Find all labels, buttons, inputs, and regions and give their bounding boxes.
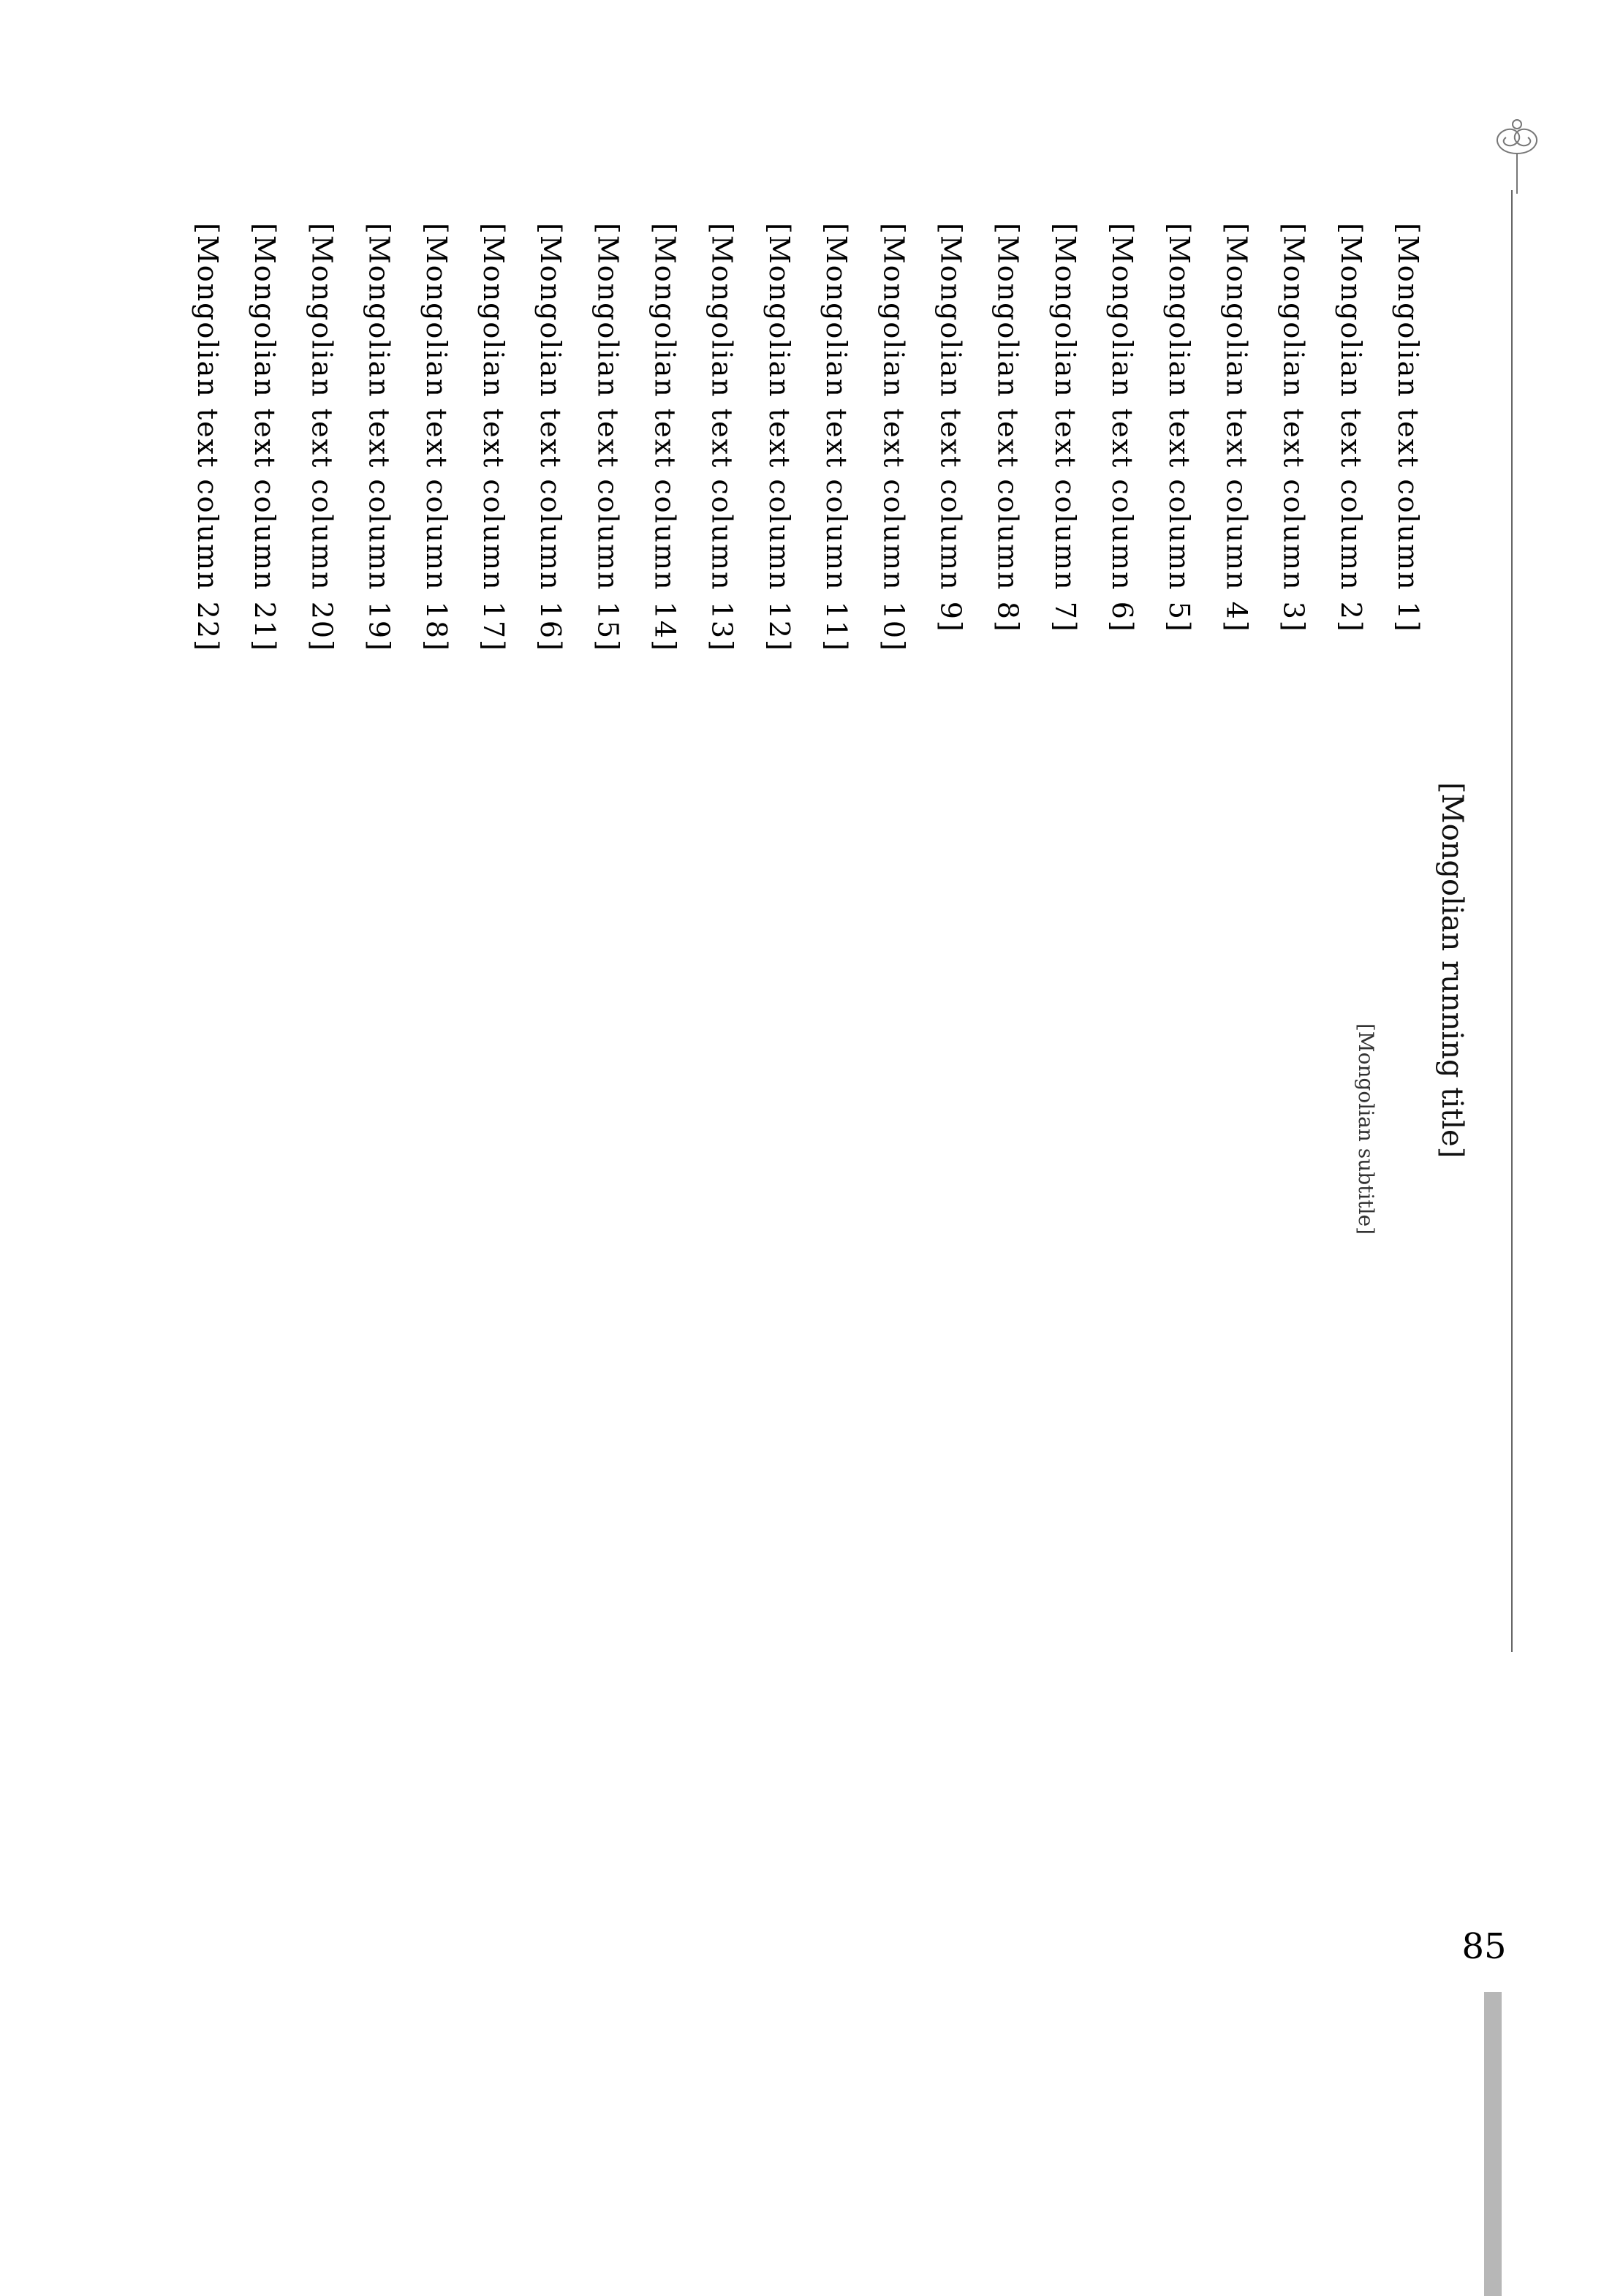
text-column (1101, 223, 1143, 2010)
column-text: [Mongolian text column 15] (591, 223, 624, 652)
column-text: [Mongolian text column 1] (1391, 223, 1424, 633)
text-column (1158, 223, 1200, 2010)
column-text: [Mongolian text column 20] (306, 223, 338, 652)
text-column (929, 223, 972, 2010)
column-text: [Mongolian text column 4] (1220, 223, 1253, 633)
text-column (1330, 223, 1372, 2010)
text-column (758, 223, 801, 2010)
column-text: [Mongolian text column 12] (763, 223, 795, 652)
column-text: [Mongolian text column 18] (420, 223, 453, 652)
text-column (1215, 223, 1257, 2010)
text-column (1387, 223, 1429, 2010)
flourish-ornament-icon (1477, 110, 1557, 197)
text-column (815, 223, 858, 2010)
column-text: [Mongolian text column 21] (249, 223, 281, 652)
text-column (415, 223, 458, 2010)
column-text: [Mongolian text column 10] (877, 223, 910, 652)
column-text: [Mongolian text column 5] (1163, 223, 1196, 633)
text-column (644, 223, 686, 2010)
text-column (872, 223, 915, 2010)
text-column (1273, 223, 1315, 2010)
column-text: [Mongolian text column 22] (192, 223, 224, 652)
column-text: [Mongolian text column 17] (477, 223, 510, 652)
text-column (529, 223, 572, 2010)
column-text: [Mongolian text column 19] (363, 223, 396, 652)
column-text: [Mongolian text column 7] (1048, 223, 1081, 633)
header-rule (1511, 190, 1513, 1652)
column-text: [Mongolian text column 6] (1106, 223, 1138, 633)
text-column (987, 223, 1029, 2010)
text-column (586, 223, 629, 2010)
text-column (358, 223, 401, 2010)
page-number: 85 (1461, 1926, 1507, 1967)
text-columns (186, 223, 1429, 2010)
text-column (243, 223, 286, 2010)
running-title: [Mongolian running title] (1435, 782, 1469, 1159)
column-text: [Mongolian text column 9] (934, 223, 967, 633)
column-text: [Mongolian text column 8] (991, 223, 1024, 633)
column-text: [Mongolian text column 11] (820, 223, 853, 652)
text-column (300, 223, 343, 2010)
column-text: [Mongolian text column 16] (534, 223, 567, 652)
text-column (1044, 223, 1086, 2010)
column-text: [Mongolian text column 13] (705, 223, 738, 652)
page-edge-bar (1484, 1992, 1502, 2296)
text-column (472, 223, 515, 2010)
text-column (186, 223, 229, 2010)
text-column (701, 223, 744, 2010)
column-text: [Mongolian text column 2] (1334, 223, 1367, 633)
column-text: [Mongolian text column 14] (648, 223, 681, 652)
running-subtitle: [Mongolian subtitle] (1354, 1023, 1378, 1235)
column-text: [Mongolian text column 3] (1277, 223, 1310, 633)
